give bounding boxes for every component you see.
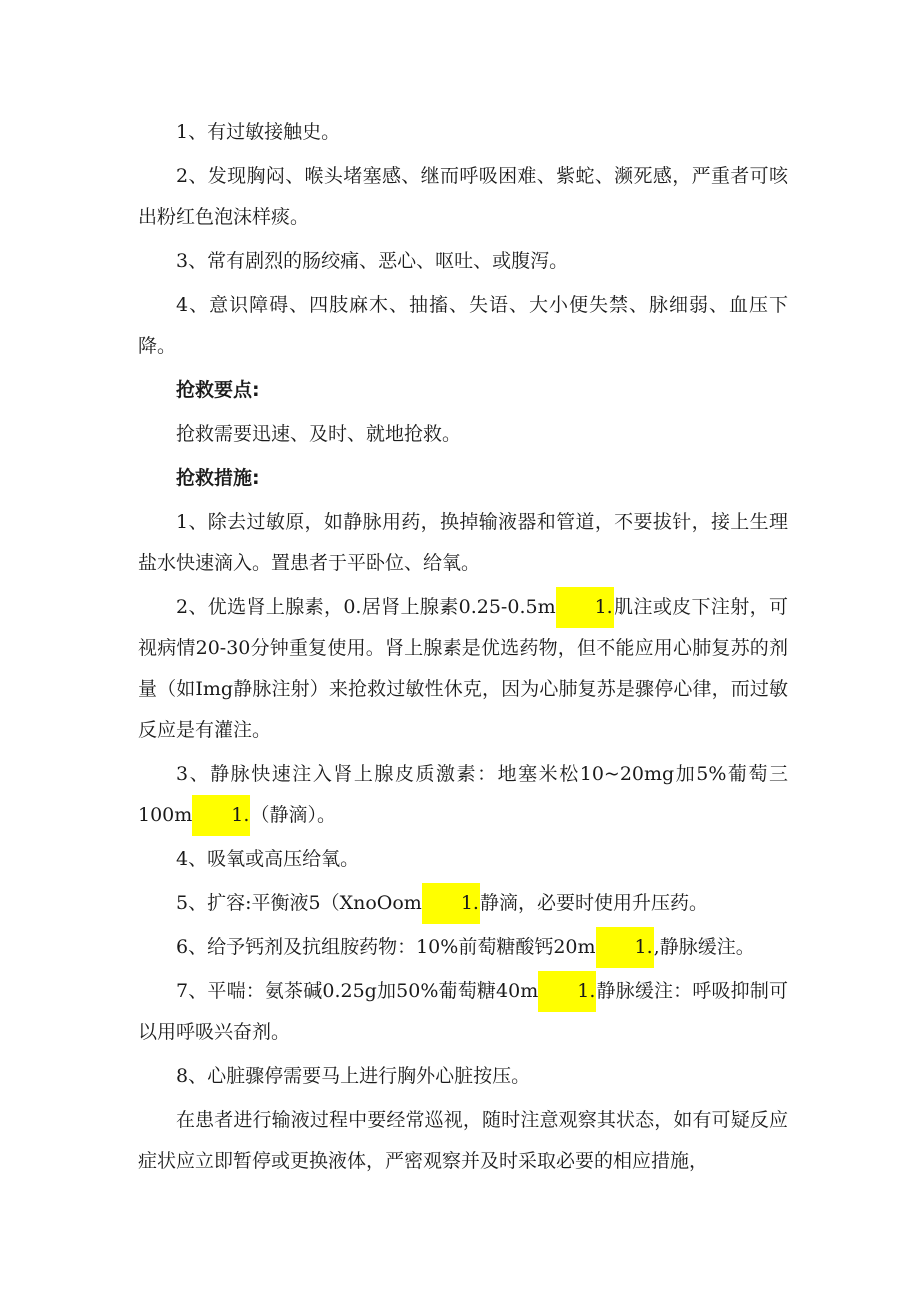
text-segment: 4、吸氧或高压给氧。 <box>176 848 360 870</box>
text-segment: 4、意识障碍、四肢麻木、抽搐、失语、大小便失禁、脉细弱、血压下降。 <box>138 294 788 357</box>
text-segment: 3、常有剧烈的肠绞痛、恶心、呕吐、或腹泻。 <box>176 250 569 272</box>
section-heading <box>138 458 788 499</box>
paragraph <box>138 587 788 751</box>
paragraph <box>138 927 788 968</box>
text-segment: 5、扩容:平衡液5（XnoOom <box>176 892 422 914</box>
text-segment: 抢救需要迅速、及时、就地抢救。 <box>176 423 462 445</box>
text-segment: 3、静脉快速注入肾上腺皮质激素：地塞米松10~20mg加5%葡萄三100m <box>138 763 788 826</box>
highlighted-text: 1. <box>422 883 480 924</box>
paragraph <box>138 502 788 584</box>
highlighted-text: 1. <box>538 971 596 1012</box>
text-segment: 肌注或皮下注射，可视病情20-30分钟重复使用。肾上腺素是优选药物，但不能应用心肺复苏的剂量（如Img静脉注射）来抢救过敏性休克，因为心肺复苏是骤停心律，而过敏反应是有灌注。 <box>138 596 788 741</box>
text-segment: 抢救要点: <box>176 379 260 401</box>
paragraph <box>138 971 788 1053</box>
paragraph <box>138 285 788 367</box>
highlighted-text: 1. <box>596 927 654 968</box>
text-segment: 静滴，必要时使用升压药。 <box>479 892 708 914</box>
text-segment: 6、给予钙剂及抗组胺药物：10%前萄糖酸钙20m <box>176 936 596 958</box>
paragraph <box>138 1100 788 1182</box>
text-segment: 1、有过敏接触史。 <box>176 121 341 143</box>
section-heading <box>138 370 788 411</box>
text-segment: 2、优选肾上腺素，0.居肾上腺素0.25-0.5m <box>176 596 556 618</box>
text-segment: 1、除去过敏原，如静脉用药，换掉输液器和管道，不要拔针，接上生理盐水快速滴入。置患者于平卧位、给氧。 <box>138 511 788 574</box>
paragraph <box>138 883 788 924</box>
paragraph <box>138 839 788 880</box>
text-segment: 7、平喘：氨茶碱0.25g加50%葡萄糖40m <box>176 980 539 1002</box>
text-segment: 在患者进行输液过程中要经常巡视，随时注意观察其状态，如有可疑反应症状应立即暂停或更换液体，严密观察并及时采取必要的相应措施， <box>138 1109 788 1172</box>
paragraph <box>138 156 788 238</box>
highlighted-text: 1. <box>192 795 250 836</box>
text-segment: 抢救措施: <box>176 467 260 489</box>
text-segment: 8、心脏骤停需要马上进行胸外心脏按压。 <box>176 1065 531 1087</box>
paragraph <box>138 754 788 836</box>
paragraph <box>138 241 788 282</box>
paragraph <box>138 1056 788 1097</box>
paragraph <box>138 112 788 153</box>
highlighted-text: 1. <box>556 587 614 628</box>
text-segment: ,静脉缓注。 <box>653 936 755 958</box>
paragraph <box>138 414 788 455</box>
document-body <box>138 112 788 1185</box>
text-segment: （静滴）。 <box>250 804 336 826</box>
text-segment: 2、发现胸闷、喉头堵塞感、继而呼吸困难、紫蛇、濒死感，严重者可咳出粉红色泡沫样痰。 <box>138 165 788 228</box>
text-segment: 静脉缓注：呼吸抑制可以用呼吸兴奋剂。 <box>138 980 788 1043</box>
